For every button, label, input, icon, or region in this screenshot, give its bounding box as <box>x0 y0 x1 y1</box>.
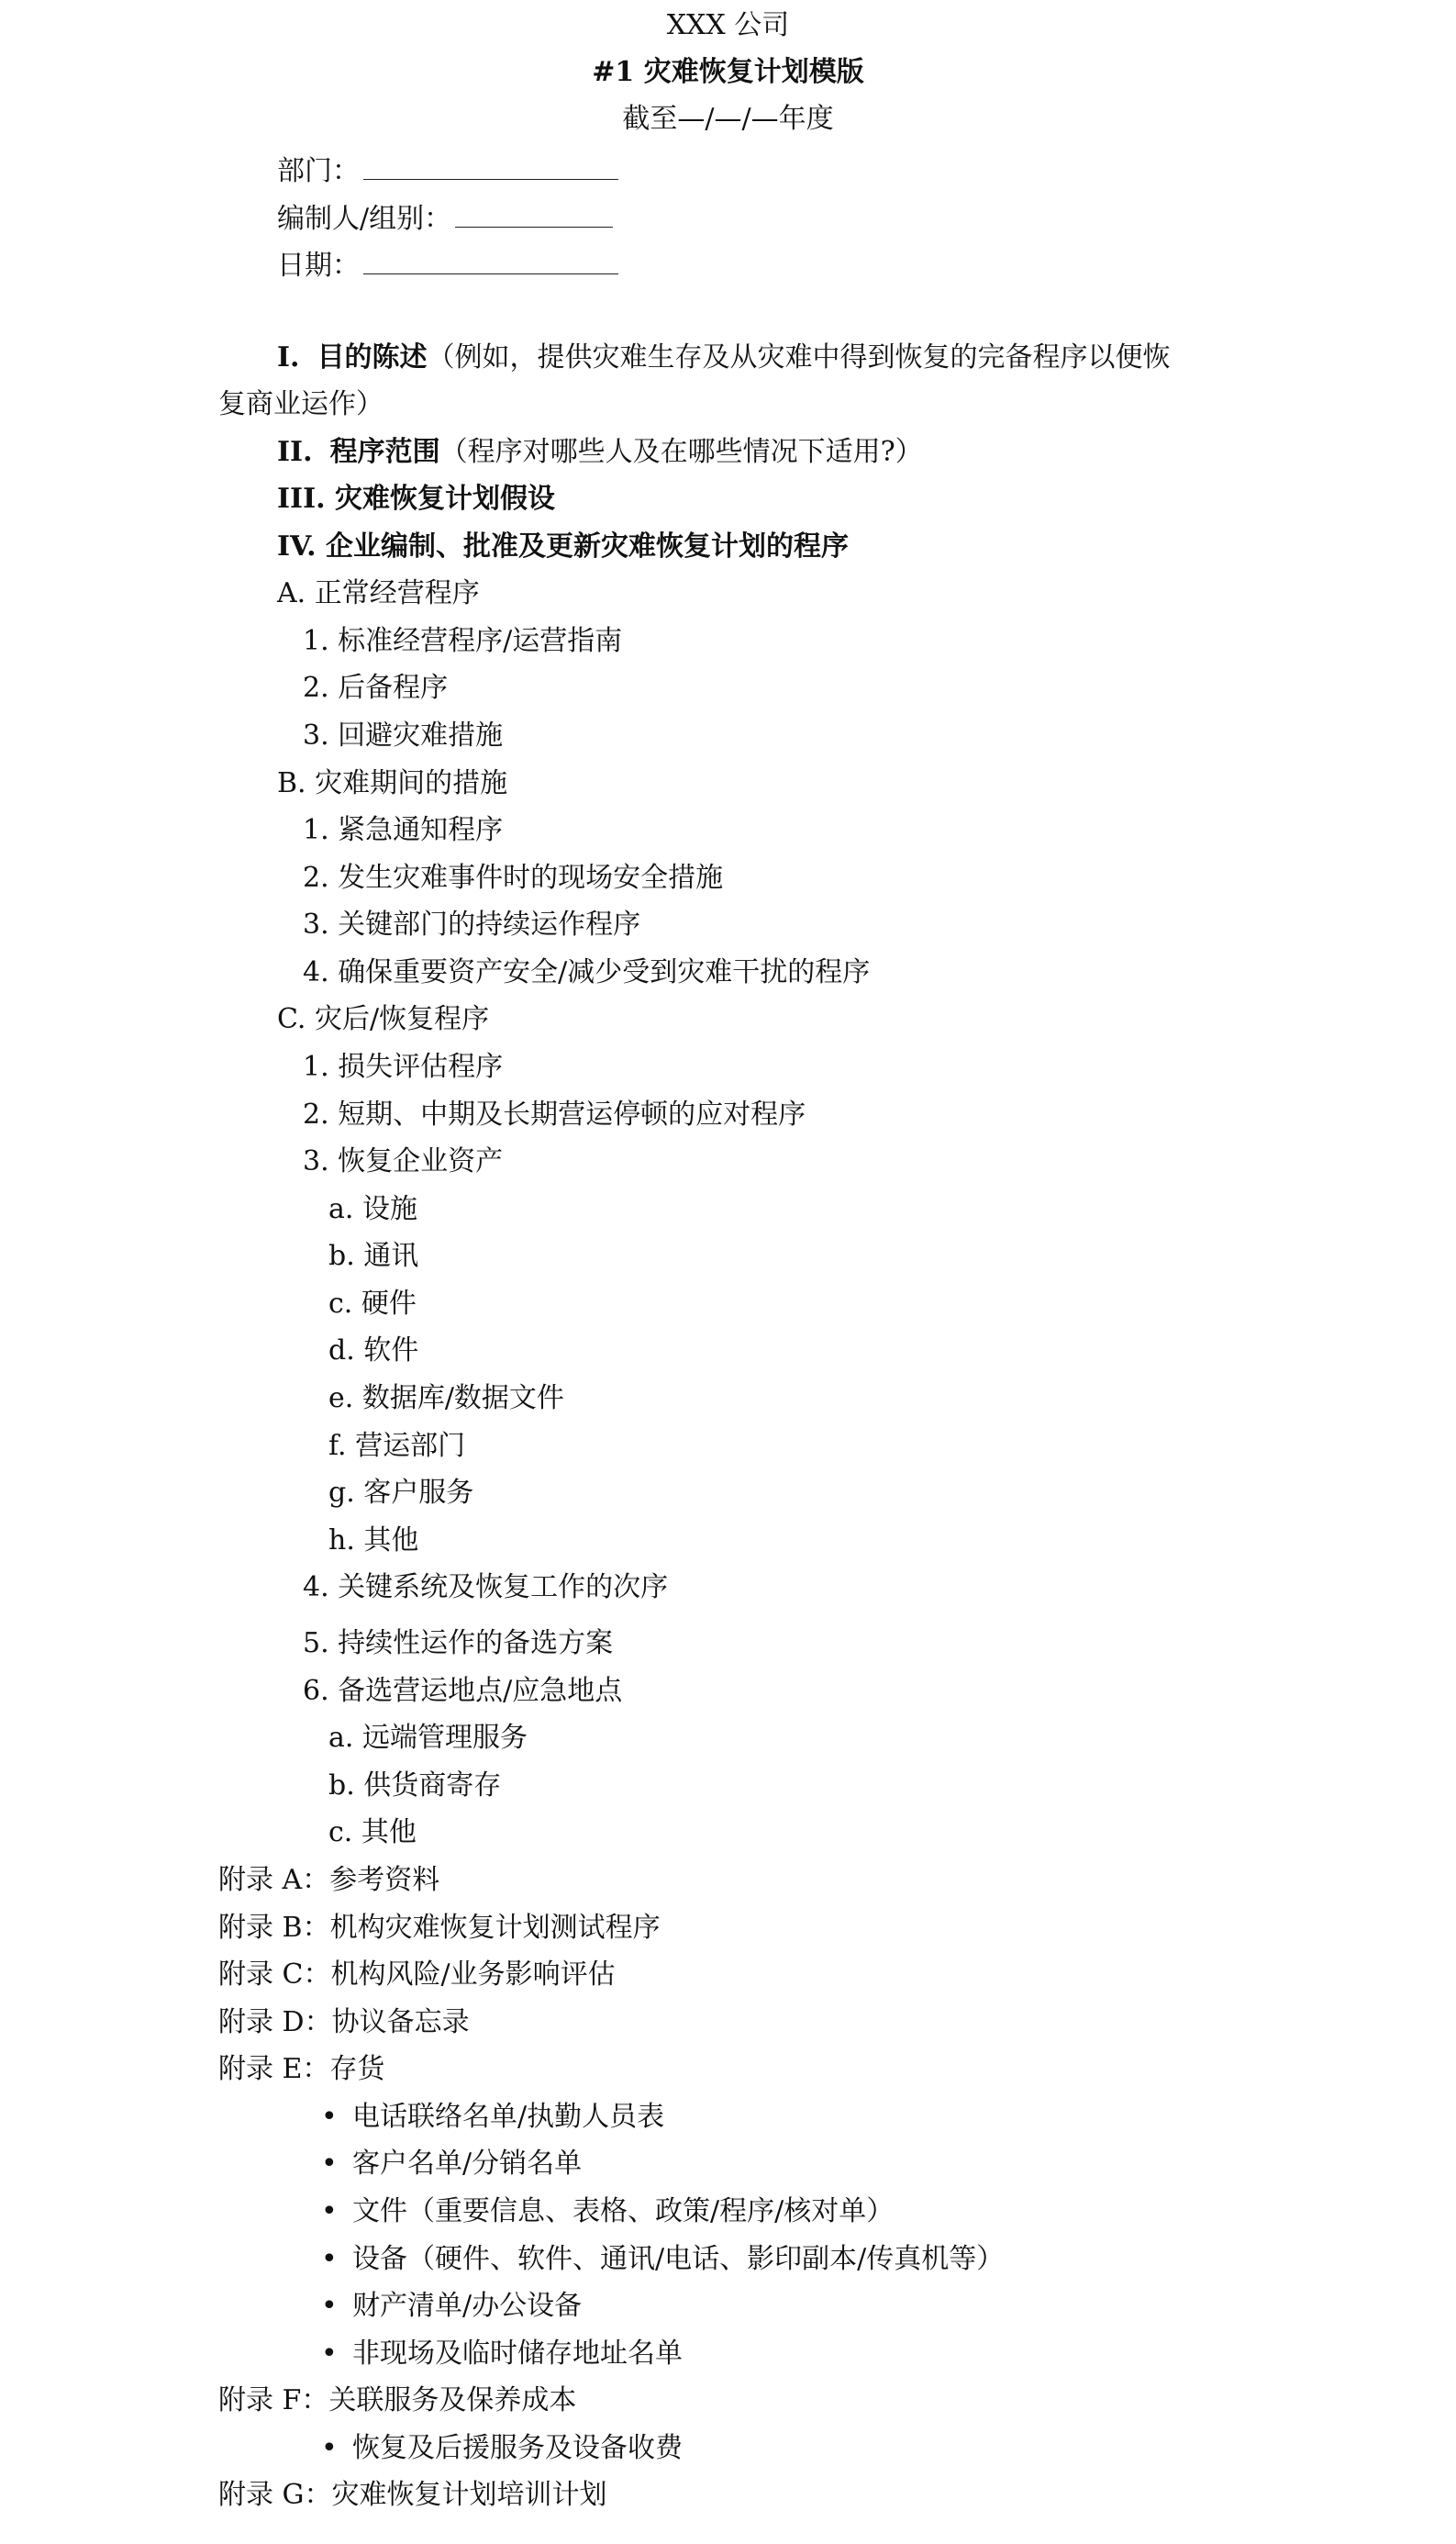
section-ii-note: （程序对哪些人及在哪些情况下适用?） <box>439 436 923 468</box>
date-label: 日期： <box>277 250 360 282</box>
bullet-icon: • <box>321 2195 338 2227</box>
outline-c-3-d: d. 软件 <box>328 1334 419 1367</box>
section-i-title: 目的陈述 <box>317 341 428 374</box>
appendix-b: 附录 B：机构灾难恢复计划测试程序 <box>218 1912 661 1944</box>
appendix-e-item: • 电话联络名单/执勤人员表 <box>321 2099 664 2136</box>
outline-c-6-b: b. 供货商寄存 <box>328 1769 502 1802</box>
outline-c-3-e: e. 数据库/数据文件 <box>328 1382 564 1414</box>
outline-c-4: 4. 关键系统及恢复工作的次序 <box>303 1571 669 1603</box>
department-field <box>277 151 618 188</box>
outline-c-3-h: h. 其他 <box>328 1524 419 1557</box>
outline-c-3-a: a. 设施 <box>328 1193 417 1225</box>
section-i <box>277 340 1171 376</box>
outline-c-6-c: c. 其他 <box>328 1816 417 1848</box>
outline-b: B. 灾难期间的措施 <box>277 767 508 799</box>
preparer-label: 编制人/组别： <box>277 203 452 235</box>
appendix-f: 附录 F：关联服务及保养成本 <box>218 2384 577 2416</box>
outline-c-2: 2. 短期、中期及长期营运停顿的应对程序 <box>303 1099 806 1131</box>
appendix-a: 附录 A：参考资料 <box>218 1864 440 1896</box>
outline-a-3: 3. 回避灾难措施 <box>303 720 504 752</box>
document-title: #1 灾难恢复计划模版 <box>592 56 864 88</box>
reporting-period: 截至—/—/—年度 <box>622 103 834 135</box>
outline-c-5: 5. 持续性运作的备选方案 <box>303 1627 614 1659</box>
section-i-note: （例如，提供灾难生存及从灾难中得到恢复的完备程序以便恢 <box>427 341 1171 374</box>
section-iii: III. 灾难恢复计划假设 <box>277 483 555 515</box>
appendix-f-item: • 恢复及后援服务及设备收费 <box>321 2430 683 2467</box>
bullet-icon: • <box>321 2338 338 2370</box>
section-ii-title: 程序范围 <box>329 436 440 468</box>
appendix-e-item: • 设备（硬件、软件、通讯/电话、影印副本/传真机等） <box>321 2241 1004 2278</box>
appendix-c: 附录 C：机构风险/业务影响评估 <box>218 1958 616 1991</box>
date-blank[interactable] <box>363 246 618 274</box>
bullet-icon: • <box>321 2432 338 2464</box>
outline-c-3-f: f. 营运部门 <box>328 1430 466 1462</box>
outline-a: A. 正常经营程序 <box>277 577 480 609</box>
appendix-e: 附录 E：存货 <box>218 2053 385 2085</box>
section-ii-number: II. <box>277 436 313 468</box>
preparer-blank[interactable] <box>455 199 613 228</box>
outline-c: C. 灾后/恢复程序 <box>277 1003 490 1035</box>
department-label: 部门： <box>277 155 360 187</box>
outline-c-3: 3. 恢复企业资产 <box>303 1145 504 1177</box>
outline-b-1: 1. 紧急通知程序 <box>303 814 504 846</box>
appendix-e-item: • 文件（重要信息、表格、政策/程序/核对单） <box>321 2193 894 2230</box>
outline-b-3: 3. 关键部门的持续运作程序 <box>303 909 641 941</box>
preparer-field <box>277 199 613 236</box>
date-field <box>277 246 618 283</box>
appendix-d: 附录 D：协议备忘录 <box>218 2006 470 2038</box>
appendix-e-item: • 客户名单/分销名单 <box>321 2146 582 2182</box>
appendix-e-item: • 财产清单/办公设备 <box>321 2288 582 2325</box>
section-i-number: I. <box>277 341 300 374</box>
outline-a-1: 1. 标准经营程序/运营指南 <box>303 625 623 657</box>
appendix-e-item: • 非现场及临时储存地址名单 <box>321 2336 683 2372</box>
outline-c-3-c: c. 硬件 <box>328 1288 417 1320</box>
company-name: XXX 公司 <box>666 9 790 41</box>
bullet-icon: • <box>321 2101 338 2133</box>
department-blank[interactable] <box>363 151 618 180</box>
outline-a-2: 2. 后备程序 <box>303 672 449 704</box>
outline-c-3-g: g. 客户服务 <box>328 1477 474 1509</box>
outline-c-1: 1. 损失评估程序 <box>303 1051 504 1083</box>
bullet-icon: • <box>321 2243 338 2275</box>
section-i-note-continued: 复商业运作） <box>218 388 383 420</box>
section-iv: IV. 企业编制、批准及更新灾难恢复计划的程序 <box>277 530 849 563</box>
appendix-g: 附录 G：灾难恢复计划培训计划 <box>218 2479 607 2511</box>
outline-b-2: 2. 发生灾难事件时的现场安全措施 <box>303 862 724 894</box>
outline-c-6-a: a. 远端管理服务 <box>328 1722 528 1754</box>
outline-b-4: 4. 确保重要资产安全/减少受到灾难干扰的程序 <box>303 956 871 988</box>
bullet-icon: • <box>321 2290 338 2322</box>
section-ii <box>277 434 923 471</box>
outline-c-6: 6. 备选营运地点/应急地点 <box>303 1675 623 1707</box>
bullet-icon: • <box>321 2148 338 2180</box>
outline-c-3-b: b. 通讯 <box>328 1240 419 1272</box>
